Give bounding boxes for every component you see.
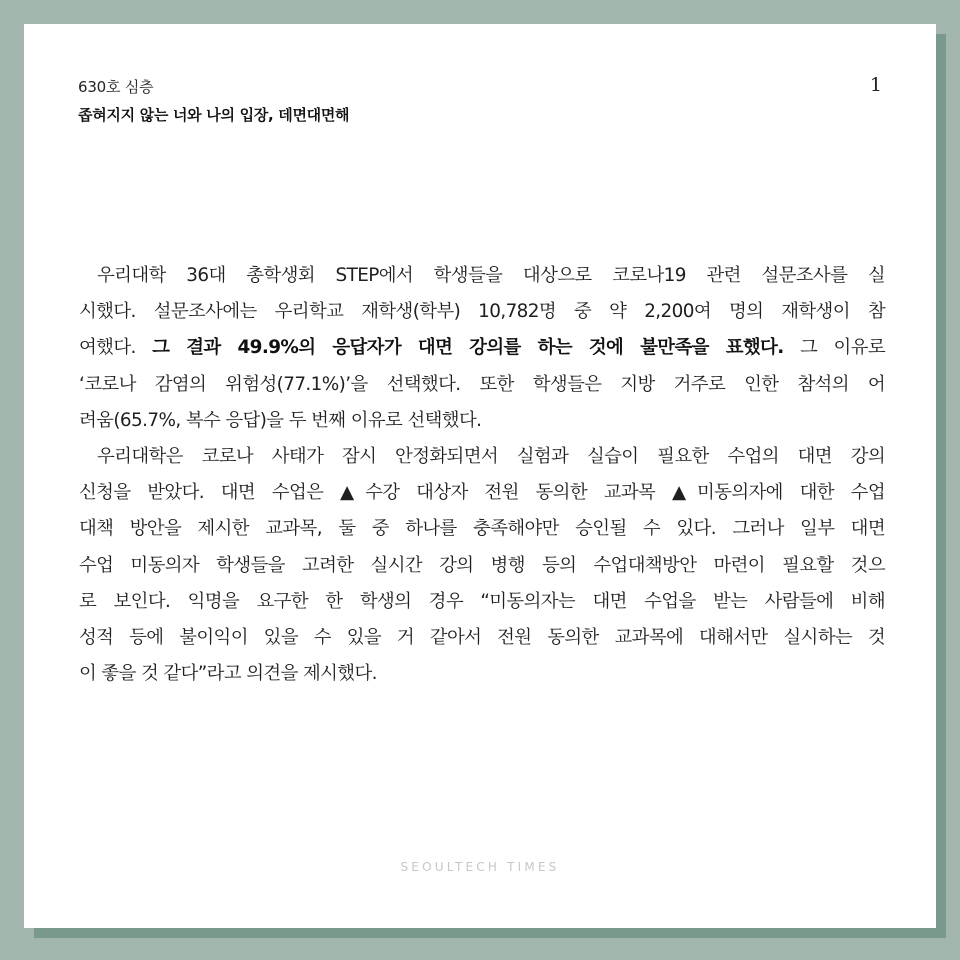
paragraph-2-line-7: 이 좋을 것 같다”라고 의견을 제시했다.	[79, 663, 377, 685]
article-card	[24, 24, 936, 928]
paragraph-1-line-5: 려움(65.7%, 복수 응답)을 두 번째 이유로 선택했다.	[79, 409, 482, 431]
article-headline: 좁혀지지 않는 너와 나의 입장, 데면대면해	[78, 106, 350, 124]
paragraph-1-line-4: ‘코로나 감염의 위험성(77.1%)’을 선택했다. 또한 학생들은 지방 거주로 인한 참석의 어	[79, 373, 885, 395]
paragraph-2-line-5: 로 보인다. 익명을 요구한 한 학생의 경우 “미동의자는 대면 수업을 받는 사람들에 비해	[79, 590, 885, 612]
key-finding-emphasis: 그 결과 49.9%의 응답자가 대면 강의를 하는 것에 불만족을 표했다.	[152, 337, 784, 359]
paragraph-1-line-3-tail: 그 이유로	[783, 337, 885, 359]
paragraph-2-line-2: 신청을 받았다. 대면 수업은 ▲수강 대상자 전원 동의한 교과목 ▲미동의자에 대한 수업	[79, 482, 885, 504]
page-number: 1	[869, 74, 882, 96]
paragraph-1-line-2: 시했다. 설문조사에는 우리학교 재학생(학부) 10,782명 중 약 2,200여 명의 재학생이 참	[79, 301, 885, 323]
paragraph-1-line-3	[79, 330, 885, 366]
paragraph-1-line-1: 우리대학 36대 총학생회 STEP에서 학생들을 대상으로 코로나19 관련 설문조사를 실	[97, 265, 885, 286]
publication-watermark: SEOULTECH TIMES	[400, 860, 560, 874]
paragraph-2-line-1: 우리대학은 코로나 사태가 잠시 안정화되면서 실험과 실습이 필요한 수업의 대면 강의	[97, 446, 885, 468]
paragraph-1-line-3-lead: 여했다.	[79, 337, 153, 359]
paragraph-2-line-4: 수업 미동의자 학생들을 고려한 실시간 강의 병행 등의 수업대책방안 마련이 필요할 것으	[79, 554, 885, 576]
paragraph-2-line-6: 성적 등에 불이익이 있을 수 있을 거 같아서 전원 동의한 교과목에 대해서만 실시하는 것	[79, 627, 885, 649]
article-body	[79, 258, 885, 692]
paragraph-2-line-3: 대책 방안을 제시한 교과목, 둘 중 하나를 충족해야만 승인될 수 있다. 그러나 일부 대면	[79, 518, 885, 540]
issue-label: 630호 심층	[78, 78, 154, 96]
